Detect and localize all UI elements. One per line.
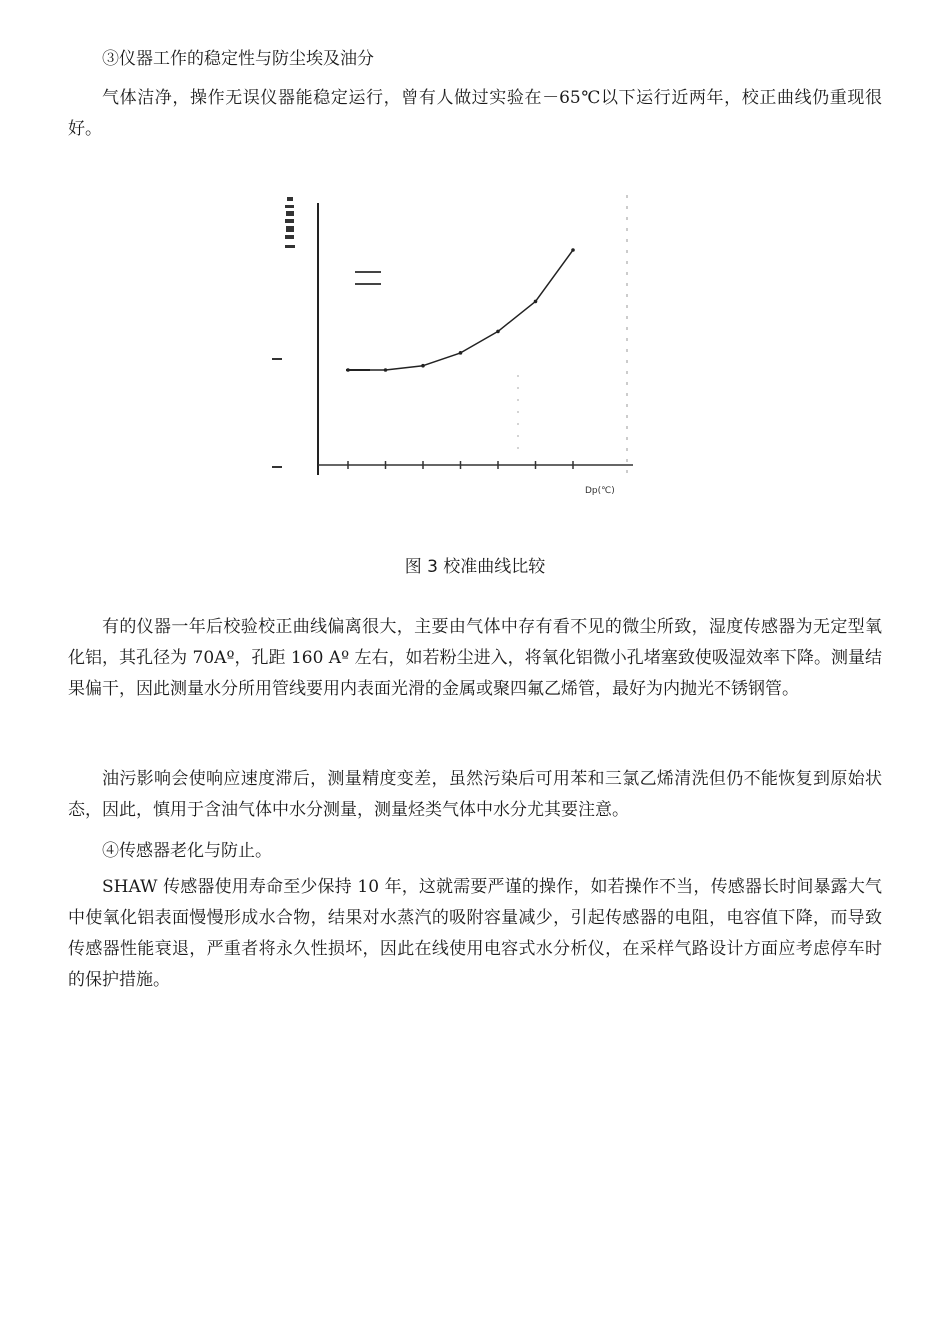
data-point-0 xyxy=(346,368,350,372)
data-point-6 xyxy=(571,248,575,252)
data-point-2 xyxy=(421,364,425,368)
data-point-1 xyxy=(384,368,388,372)
oil-paragraph: 油污影响会使响应速度滞后，测量精度变差，虽然污染后可用苯和三氯乙烯清洗但仍不能恢复到原始状态，因此，慎用于含油气体中水分测量，测量烃类气体中水分尤其要注意。 xyxy=(68,769,882,820)
section3-heading: ③仪器工作的稳定性与防尘埃及油分 xyxy=(102,49,374,69)
section4-heading: ④传感器老化与防止。 xyxy=(102,841,272,861)
legend-mark xyxy=(355,271,381,285)
calibration-chart xyxy=(255,175,655,505)
stability-paragraph: 气体洁净，操作无误仪器能稳定运行，曾有人做过实验在－65℃以下运行近两年，校正曲线仍重现很好。 xyxy=(68,88,882,139)
data-point-4 xyxy=(496,330,500,334)
dust-paragraph: 有的仪器一年后校验校正曲线偏离很大，主要由气体中存有看不见的微尘所致，湿度传感器为无定型氧化铝，其孔径为 70Aº，孔距 160 Aº 左右，如若粉尘进入，将氧化铝微小孔堵塞致使吸湿效率下降。测量结果偏干，因此测量水分所用管线要用内表面光滑的金属或聚四氟乙烯管，最好为内抛光不锈钢管。 xyxy=(68,617,882,699)
figure-caption: 图 3 校准曲线比较 xyxy=(404,557,546,577)
data-point-3 xyxy=(459,351,463,355)
calibration-series xyxy=(346,248,575,372)
calibration-figure xyxy=(255,175,655,505)
aging-paragraph: SHAW 传感器使用寿命至少保持 10 年，这就需要严谨的操作，如若操作不当，传感器长时间暴露大气中使氧化铝表面慢慢形成水合物，结果对水蒸汽的吸附容量减少，引起传感器的电阻，电容值下降，而导致传感器性能衰退，严重者将永久性损坏，因此在线使用电容式水分析仪，在采样气路设计方面应考虑停车时的保护措施。 xyxy=(68,877,882,990)
x-axis-label: Dp(℃) xyxy=(585,486,615,496)
data-point-5 xyxy=(534,300,538,304)
y-label-mark xyxy=(272,197,295,468)
